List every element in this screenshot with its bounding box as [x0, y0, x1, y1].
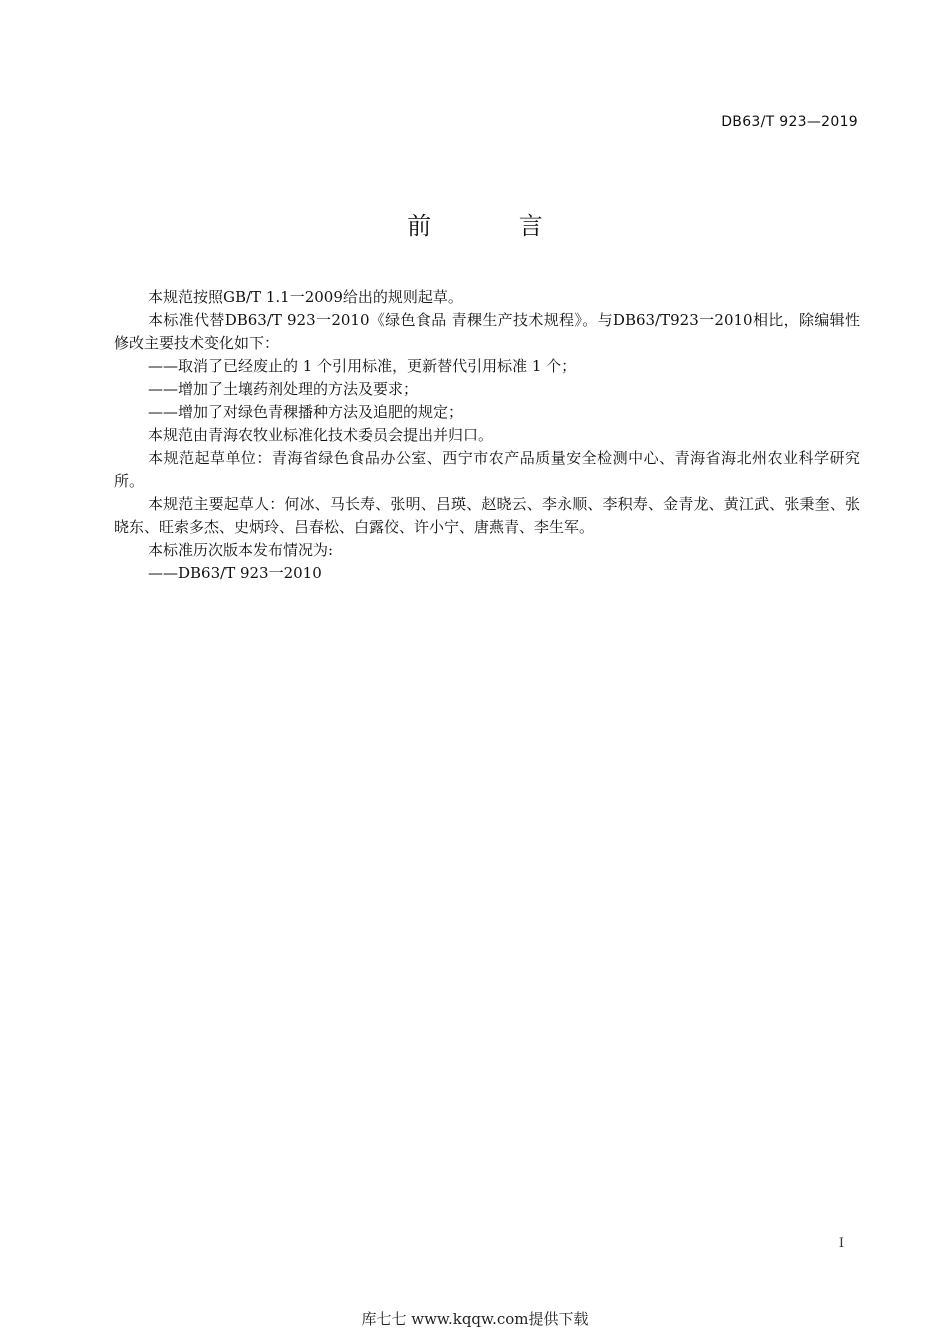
list-item-previous-version: ——DB63/T 923一2010 [148, 564, 322, 582]
paragraph-version-history: 本标准历次版本发布情况为: [148, 541, 334, 559]
paragraph-drafters: 本规范主要起草人：何冰、马长寿、张明、吕瑛、赵晓云、李永顺、李积寿、金青龙、黄江武、张秉奎、张晓东、旺索多杰、史炳玲、吕春松、白露佼、许小宁、唐燕青、李生军。 [114, 495, 860, 536]
paragraph-drafting-rules: 本规范按照GB/T 1.1一2009给出的规则起草。 [148, 288, 463, 306]
page-number: I [838, 1236, 844, 1251]
list-item-change-3: ——增加了对绿色青稞播种方法及追肥的规定； [148, 403, 464, 421]
paragraph-drafting-units: 本规范起草单位：青海省绿色食品办公室、西宁市农产品质量安全检测中心、青海省海北州农业科学研究所。 [114, 449, 860, 490]
page-title: 前 言 [407, 212, 583, 240]
paragraph-replaces-standard: 本标准代替DB63/T 923一2010《绿色食品 青稞生产技术规程》。与DB63/T923一2010相比，除编辑性修改主要技术变化如下： [114, 311, 860, 352]
list-item-change-2: ——增加了土壤药剂处理的方法及要求； [148, 380, 419, 398]
list-item-change-1: ——取消了已经废止的 1 个引用标准，更新替代引用标准 1 个； [148, 357, 577, 375]
download-watermark: 库七七 www.kqqw.com提供下载 [361, 1310, 589, 1328]
paragraph-proposer: 本规范由青海农牧业标准化技术委员会提出并归口。 [148, 426, 494, 444]
standard-code: DB63/T 923—2019 [721, 114, 858, 130]
document-body [114, 286, 860, 585]
